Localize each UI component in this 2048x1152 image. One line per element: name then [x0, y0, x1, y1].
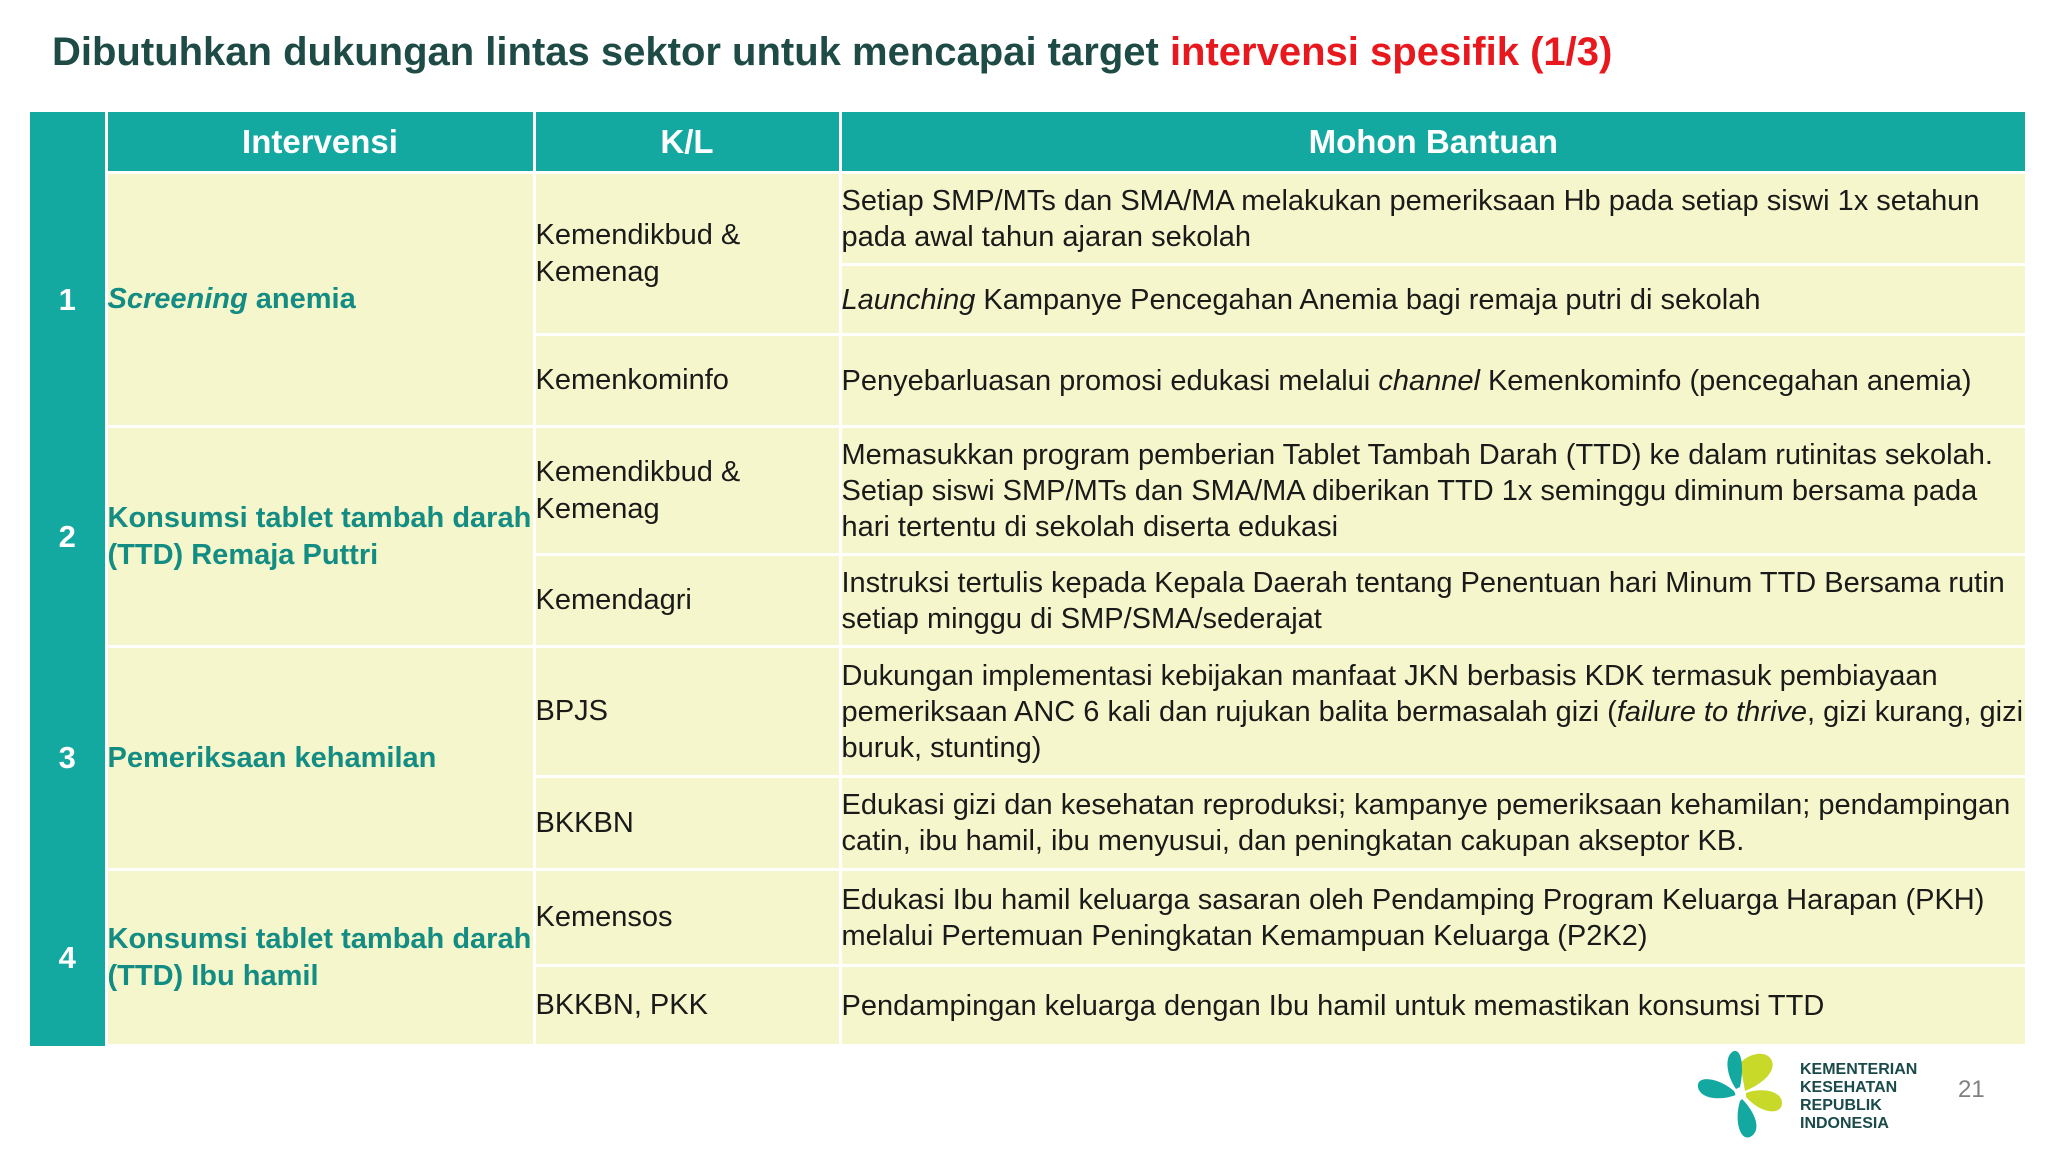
header-num-cell — [30, 112, 106, 173]
table-row — [30, 647, 2025, 777]
kl-cell: BKKBN — [534, 777, 840, 870]
row-number: 2 — [30, 427, 106, 647]
kl-cell: Kemensos — [534, 870, 840, 966]
header-mohon-bantuan: Mohon Bantuan — [840, 112, 2025, 173]
table-row — [30, 427, 2025, 555]
mohon-italic: Launching — [841, 283, 976, 316]
mohon-bantuan-cell — [840, 647, 2025, 777]
kl-cell: BKKBN, PKK — [534, 966, 840, 1046]
header-kl: K/L — [534, 112, 840, 173]
intervensi-cell — [106, 173, 534, 427]
mohon-bantuan-cell: Setiap SMP/MTs dan SMA/MA melakukan pemeriksaan Hb pada setiap siswi 1x setahun pada awal tahun ajaran sekolah — [840, 173, 2025, 265]
title-main: Dibutuhkan dukungan lintas sektor untuk mencapai target — [52, 30, 1170, 74]
mohon-text: , gizi kurang, gizi buruk, stunting) — [841, 695, 2024, 764]
logo-line: REPUBLIK — [1800, 1097, 1882, 1114]
ministry-logo — [1690, 1043, 1950, 1148]
mohon-bantuan-cell: Memasukkan program pemberian Tablet Tambah Darah (TTD) ke dalam rutinitas sekolah. Setiap siswi SMP/MTs dan SMA/MA diberikan TTD 1x seminggu diminum bersama pada hari tertentu di sekolah diserta edukasi — [840, 427, 2025, 555]
mohon-italic: failure to thrive — [1616, 695, 1808, 728]
mohon-text: Dukungan implementasi kebijakan manfaat JKN berbasis KDK termasuk pembiayaan pemeriksaan ANC 6 kali dan rujukan balita bermasalah gizi ( — [841, 659, 1938, 728]
logo-line: KEMENTERIAN — [1800, 1061, 1918, 1078]
row-number: 1 — [30, 173, 106, 427]
mohon-bantuan-cell — [840, 265, 2025, 335]
mohon-bantuan-cell: Pendampingan keluarga dengan Ibu hamil untuk memastikan konsumsi TTD — [840, 966, 2025, 1046]
intervensi-italic: Screening — [107, 283, 248, 315]
intervensi-cell: Konsumsi tablet tambah darah (TTD) Ibu hamil — [106, 870, 534, 1046]
mohon-italic: channel — [1378, 364, 1480, 397]
intervensi-cell: Konsumsi tablet tambah darah (TTD) Remaja Puttri — [106, 427, 534, 647]
mohon-text: Kampanye Pencegahan Anemia bagi remaja putri di sekolah — [975, 283, 1761, 316]
intervensi-text: anemia — [247, 283, 356, 315]
intervention-table — [30, 112, 2025, 1047]
mohon-text: Penyebarluasan promosi edukasi melalui — [841, 364, 1379, 397]
table-header-row — [30, 112, 2025, 173]
kl-cell: Kemenkominfo — [534, 335, 840, 427]
kl-cell: Kemendagri — [534, 555, 840, 647]
row-number: 4 — [30, 870, 106, 1046]
logo-line: KESEHATAN — [1800, 1079, 1898, 1096]
page-number: 21 — [1958, 1076, 1985, 1103]
mohon-text: Kemenkominfo (pencegahan anemia) — [1479, 364, 1972, 397]
table-row — [30, 173, 2025, 265]
mohon-bantuan-cell: Edukasi Ibu hamil keluarga sasaran oleh Pendamping Program Keluarga Harapan (PKH) melalui Pertemuan Peningkatan Kemampuan Keluarga (P2K2) — [840, 870, 2025, 966]
logo-text — [1800, 1061, 1917, 1133]
kl-cell: Kemendikbud & Kemenag — [534, 173, 840, 335]
kl-cell: Kemendikbud & Kemenag — [534, 427, 840, 555]
table-row — [30, 870, 2025, 966]
kemenkes-logo-icon — [1690, 1043, 1790, 1143]
kl-cell: BPJS — [534, 647, 840, 777]
intervensi-cell: Pemeriksaan kehamilan — [106, 647, 534, 870]
header-intervensi: Intervensi — [106, 112, 534, 173]
page-title — [52, 30, 1612, 75]
row-number: 3 — [30, 647, 106, 870]
mohon-bantuan-cell — [840, 335, 2025, 427]
mohon-bantuan-cell: Instruksi tertulis kepada Kepala Daerah tentang Penentuan hari Minum TTD Bersama rutin setiap minggu di SMP/SMA/sederajat — [840, 555, 2025, 647]
title-highlight: intervensi spesifik (1/3) — [1169, 30, 1613, 74]
logo-line: INDONESIA — [1800, 1115, 1889, 1132]
mohon-bantuan-cell: Edukasi gizi dan kesehatan reproduksi; kampanye pemeriksaan kehamilan; pendampingan catin, ibu hamil, ibu menyusui, dan peningkatan cakupan akseptor KB. — [840, 777, 2025, 870]
